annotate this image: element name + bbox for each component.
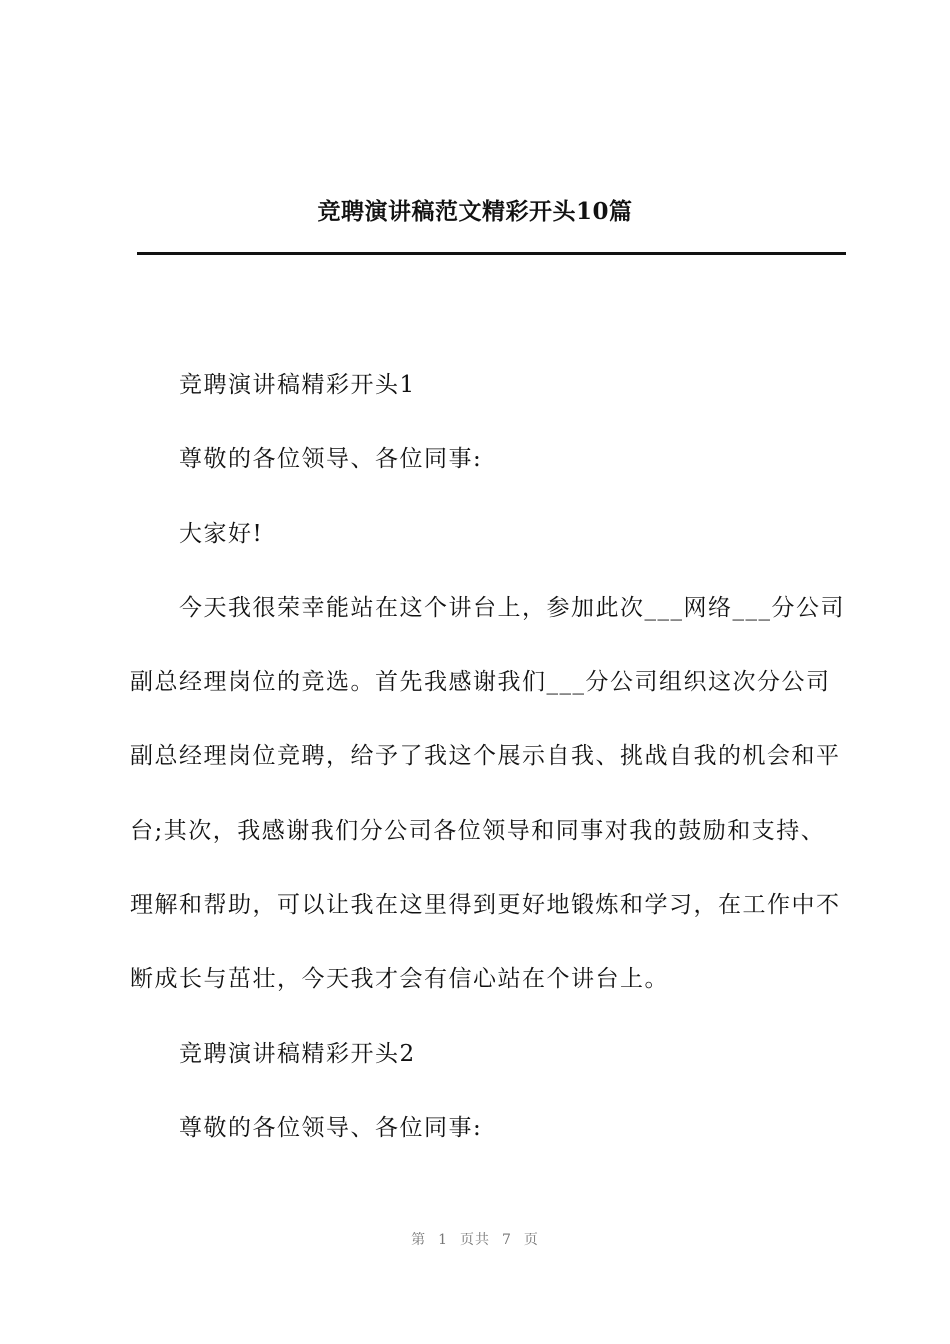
page-footer xyxy=(0,1229,950,1249)
footer-total-pages: 7 xyxy=(502,1232,512,1248)
footer-suffix: 页 xyxy=(523,1232,539,1248)
footer-page-number: 1 xyxy=(438,1232,448,1248)
section-heading: 竞聘演讲稿精彩开头2 xyxy=(179,1040,416,1067)
title-underline xyxy=(137,252,846,255)
footer-prefix: 第 xyxy=(411,1232,427,1248)
document-title: 竞聘演讲稿范文精彩开头10篇 xyxy=(317,198,633,225)
section-heading: 竞聘演讲稿精彩开头1 xyxy=(179,372,416,398)
salutation: 尊敬的各位领导、各位同事: xyxy=(179,446,483,473)
footer-middle: 页共 xyxy=(460,1232,490,1248)
greeting: 大家好! xyxy=(179,520,264,547)
body-paragraph: 今天我很荣幸能站在这个讲台上，参加此次___网络___分公司副总经理岗位的竞选。首先我感谢我们___分公司组织这次分公司副总经理岗位竞聘，给予了我这个展示自我、挑战自我的机会和平台;其次，我感谢我们分公司各位领导和同事对我的鼓励和支持、理解和帮助，可以让我在这里得到更好地锻炼和学习，在工作中不断成长与茁壮，今天我才会有信心站在个讲台上。 xyxy=(130,594,845,993)
salutation: 尊敬的各位领导、各位同事: xyxy=(179,1114,483,1141)
document-body xyxy=(130,348,845,1165)
